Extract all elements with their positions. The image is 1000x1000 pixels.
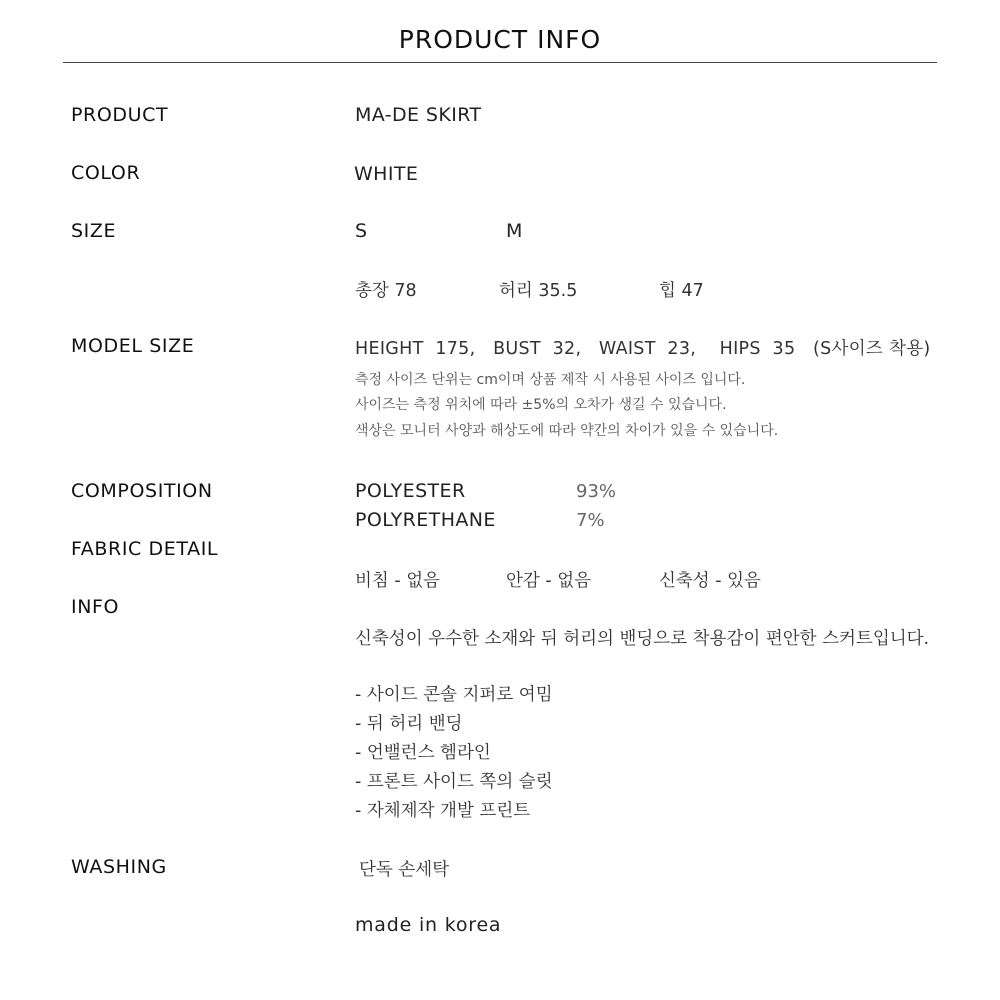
- feature-list: [355, 683, 553, 828]
- composition-material: POLYRETHANE: [355, 509, 496, 531]
- composition-percent: 7%: [576, 510, 605, 531]
- model-size-label: MODEL SIZE: [71, 335, 195, 357]
- product-value: MA-DE SKIRT: [355, 104, 482, 126]
- title-divider: [63, 62, 937, 63]
- feature-item: - 뒤 허리 밴딩: [355, 714, 463, 734]
- size-s: S: [355, 220, 368, 242]
- composition-percent: 93%: [576, 481, 617, 502]
- feature-item: - 언밸런스 헴라인: [355, 743, 491, 763]
- fabric-detail-label: FABRIC DETAIL: [71, 538, 219, 560]
- composition-material: POLYESTER: [355, 480, 466, 502]
- size-m: M: [506, 220, 523, 242]
- fabric-stretch: 신축성 - 있음: [659, 571, 761, 591]
- size-measure-waist: 허리 35.5: [499, 281, 578, 301]
- info-description: 신축성이 우수한 소재와 뒤 허리의 밴딩으로 착용감이 편안한 스커트입니다.: [355, 629, 930, 649]
- origin-text: made in korea: [355, 914, 502, 936]
- composition-label: COMPOSITION: [71, 480, 213, 502]
- color-value: WHITE: [354, 163, 419, 185]
- size-measure-hip: 힙 47: [659, 281, 704, 301]
- feature-item: - 프론트 사이드 쪽의 슬릿: [355, 772, 553, 792]
- feature-item: - 자체제작 개발 프린트: [355, 801, 531, 821]
- washing-value: 단독 손세탁: [359, 860, 450, 880]
- product-label: PRODUCT: [71, 104, 169, 126]
- size-measure-length: 총장 78: [355, 281, 417, 301]
- model-size-note: 측정 사이즈 단위는 cm이며 상품 제작 시 사용된 사이즈 입니다.: [355, 372, 746, 388]
- model-size-value: HEIGHT 175, BUST 32, WAIST 23, HIPS 35 (S사이즈 착용): [355, 339, 931, 359]
- fabric-lining: 안감 - 없음: [506, 571, 592, 591]
- feature-item: - 사이드 콘솔 지퍼로 여밈: [355, 685, 553, 705]
- model-size-note: 사이즈는 측정 위치에 따라 ±5%의 오차가 생길 수 있습니다.: [355, 397, 727, 413]
- fabric-transparency: 비침 - 없음: [355, 571, 441, 591]
- page-title: PRODUCT INFO: [398, 25, 602, 54]
- color-label: COLOR: [71, 162, 141, 184]
- washing-label: WASHING: [71, 856, 167, 878]
- size-label: SIZE: [71, 220, 117, 242]
- model-size-note: 색상은 모니터 사양과 해상도에 따라 약간의 차이가 있을 수 있습니다.: [355, 423, 779, 439]
- info-label: INFO: [71, 596, 120, 618]
